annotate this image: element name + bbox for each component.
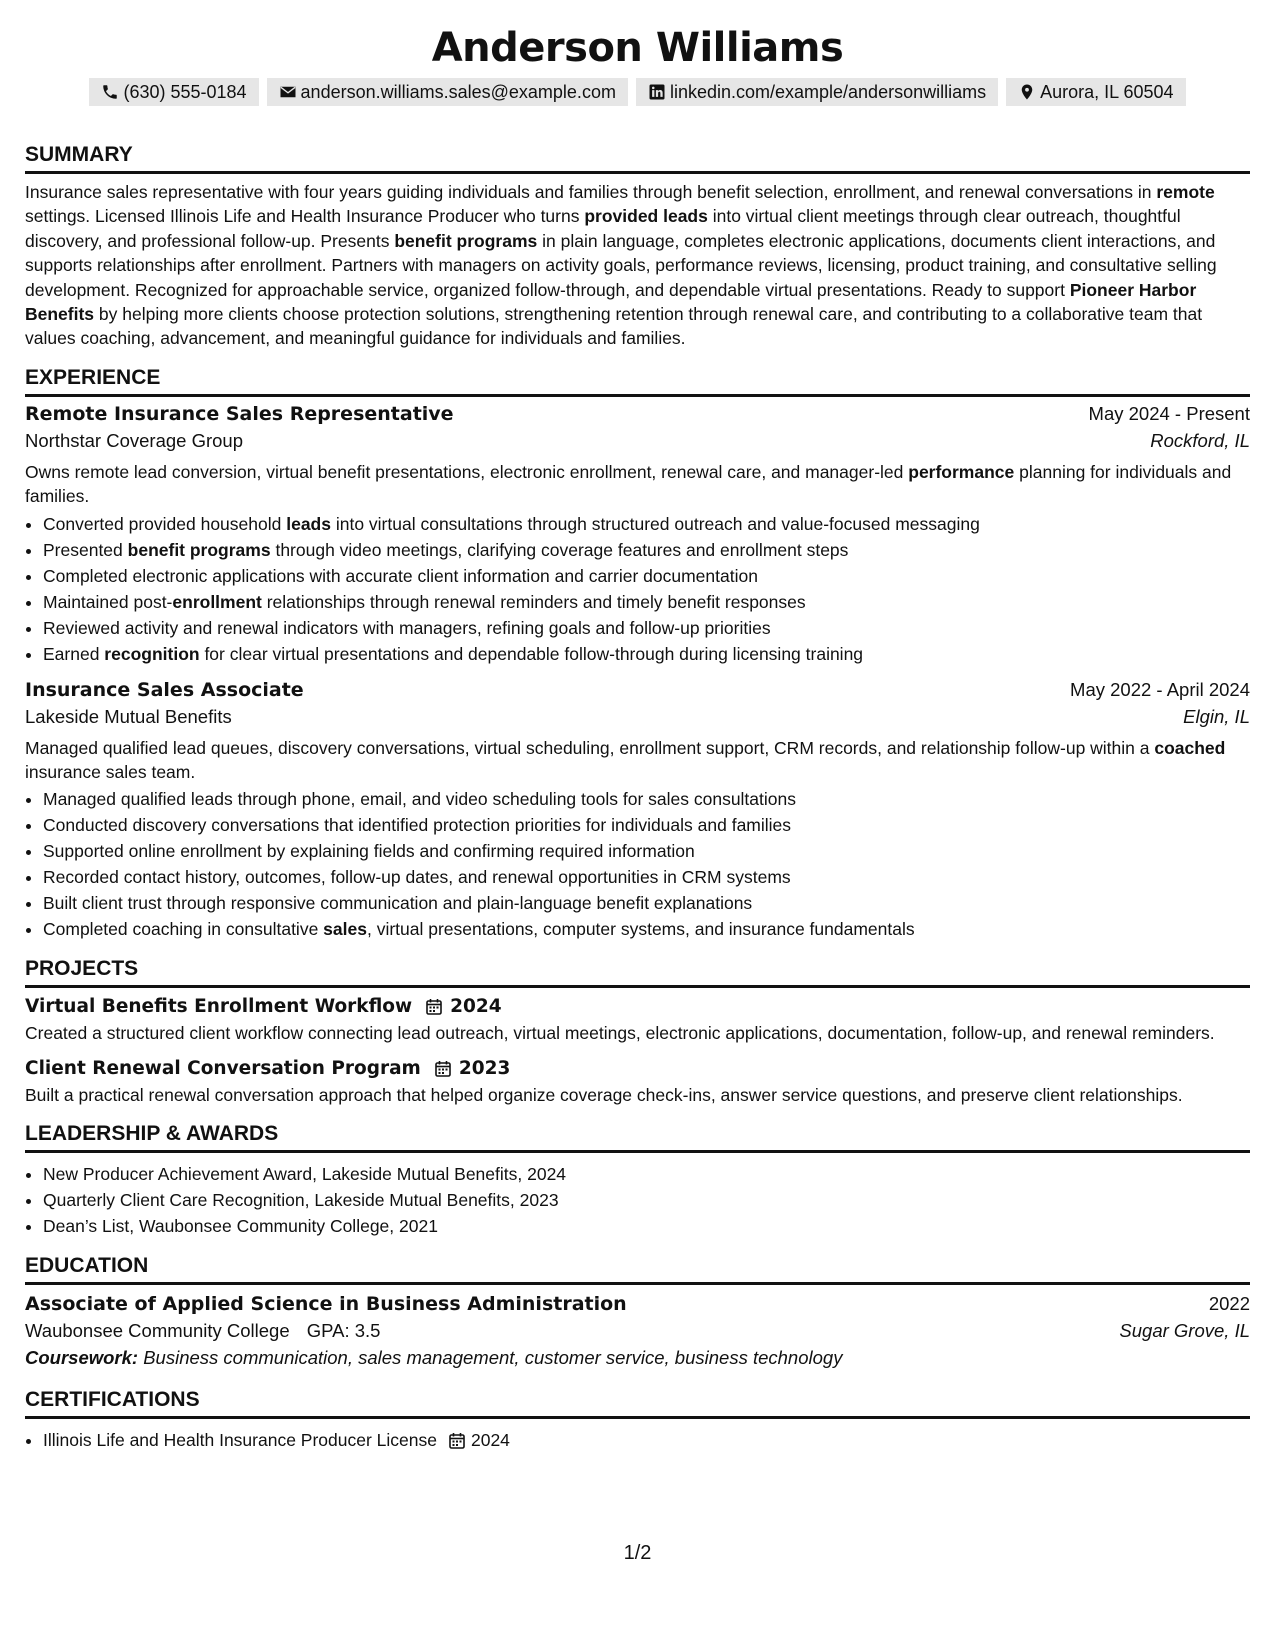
- coursework-label: Coursework:: [25, 1347, 139, 1369]
- linkedin-icon: [648, 83, 666, 101]
- list-item: [43, 1427, 1250, 1453]
- list-item: • Completed coaching in consultative sales, virtual presentations, computer systems, and insurance fundamentals: [43, 916, 1250, 942]
- job-entry: [25, 679, 1250, 943]
- summary-section: [25, 142, 1250, 351]
- phone-text: (630) 555-0184: [123, 82, 247, 102]
- list-item: • Presented benefit programs through video meetings, clarifying coverage features and enrollment steps: [43, 537, 1250, 563]
- projects-section: [25, 956, 1250, 1107]
- company-name: Northstar Coverage Group: [25, 429, 243, 451]
- list-item: • Converted provided household leads into virtual consultations through structured outreach and value-focused messaging: [43, 511, 1250, 537]
- coursework: [25, 1347, 1250, 1369]
- education-heading: EDUCATION: [25, 1253, 1250, 1285]
- certification-year: 2024: [470, 1430, 510, 1451]
- project-name: Virtual Benefits Enrollment Workflow: [25, 996, 413, 1018]
- summary-heading: SUMMARY: [25, 142, 1250, 174]
- job-dates: May 2022 - April 2024: [1070, 678, 1250, 700]
- certification-name: • Illinois Life and Health Insurance Producer License: [43, 1430, 437, 1451]
- job-title: Remote Insurance Sales Representative: [25, 402, 454, 425]
- calendar-icon: [426, 998, 442, 1015]
- list-item: • Reviewed activity and renewal indicators with managers, refining goals and follow-up priorities: [43, 615, 1250, 641]
- summary-text: Insurance sales representative with four years guiding individuals and families through benefit selection, enrollment, and renewal conversations in remote settings. Licensed Illinois Life and Health Insurance Producer who turns provided leads into virtual client meetings through clear outreach, thoughtful discovery, and professional follow-up. Presents benefit programs in plain language, completes electronic applications, documents client interactions, and supports relationships after enrollment. Partners with managers on activity goals, performance reviews, licensing, product training, and consultative selling development. Recognized for approachable service, organized follow-through, and dependable virtual presentations. Ready to support Pioneer Harbor Benefits by helping more clients choose protection solutions, strengthening retention through renewal care, and contributing to a collaborative team that values coaching, advancement, and meaningful guidance for individuals and families.: [25, 182, 1217, 349]
- graduation-year: 2022: [1208, 1293, 1250, 1315]
- gpa: GPA: 3.5: [306, 1320, 381, 1342]
- project-description: Built a practical renewal conversation approach that helped organize coverage check-ins, answer service questions, and preserve client relationships.: [25, 1084, 1183, 1105]
- job-dates: May 2024 - Present: [1088, 402, 1250, 424]
- project-name: Client Renewal Conversation Program: [25, 1057, 421, 1079]
- projects-heading: PROJECTS: [25, 956, 1250, 988]
- list-item: • Maintained post-enrollment relationships through renewal reminders and timely benefit responses: [43, 589, 1250, 615]
- project-year: 2023: [458, 1057, 511, 1079]
- linkedin-chip[interactable]: [636, 78, 998, 106]
- job-location: Rockford, IL: [1150, 429, 1250, 451]
- candidate-name: Anderson Williams: [431, 25, 844, 71]
- awards-section: [25, 1121, 1250, 1239]
- map-pin-icon: [1018, 83, 1036, 101]
- job-entry: [25, 403, 1250, 667]
- email-link[interactable]: anderson.williams.sales@example.com: [300, 82, 616, 102]
- email-chip[interactable]: [267, 78, 628, 106]
- job-bullets: [25, 786, 1250, 942]
- awards-list: [25, 1161, 1250, 1239]
- list-item: • Quarterly Client Care Recognition, Lakeside Mutual Benefits, 2023: [43, 1187, 1250, 1213]
- job-summary: Owns remote lead conversion, virtual benefit presentations, electronic enrollment, renewal care, and manager-led performance planning for individuals and families.: [25, 461, 1232, 507]
- experience-section: [25, 365, 1250, 943]
- project-entry: [25, 996, 1250, 1045]
- list-item: • Recorded contact history, outcomes, follow-up dates, and renewal opportunities in CRM systems: [43, 864, 1250, 890]
- certifications-heading: CERTIFICATIONS: [25, 1387, 1250, 1419]
- page-number: 1/2: [623, 1542, 652, 1564]
- list-item: • New Producer Achievement Award, Lakeside Mutual Benefits, 2024: [43, 1161, 1250, 1187]
- job-location: Elgin, IL: [1183, 705, 1250, 727]
- list-item: • Earned recognition for clear virtual presentations and dependable follow-through during licensing training: [43, 641, 1250, 667]
- phone-icon: [101, 83, 119, 101]
- calendar-icon: [449, 1432, 465, 1449]
- list-item: • Dean’s List, Waubonsee Community College, 2021: [43, 1213, 1250, 1239]
- job-title: Insurance Sales Associate: [25, 678, 304, 701]
- school-name: Waubonsee Community College: [25, 1320, 290, 1342]
- project-year: 2024: [450, 996, 502, 1018]
- school-location: Sugar Grove, IL: [1119, 1320, 1250, 1342]
- project-entry: [25, 1058, 1250, 1107]
- certifications-list: [25, 1427, 1250, 1453]
- location-text: Aurora, IL 60504: [1040, 82, 1174, 102]
- coursework-text: Business communication, sales management, customer service, business technology: [138, 1347, 843, 1369]
- company-name: Lakeside Mutual Benefits: [25, 705, 232, 727]
- list-item: • Conducted discovery conversations that identified protection priorities for individuals and families: [43, 812, 1250, 838]
- education-section: [25, 1253, 1250, 1369]
- certifications-section: [25, 1387, 1250, 1453]
- job-summary: Managed qualified lead queues, discovery conversations, virtual scheduling, enrollment support, CRM records, and relationship follow-up within a coached insurance sales team.: [25, 737, 1226, 783]
- linkedin-link[interactable]: linkedin.com/example/andersonwilliams: [669, 82, 987, 102]
- job-bullets: [25, 511, 1250, 667]
- list-item: • Supported online enrollment by explaining fields and confirming required information: [43, 838, 1250, 864]
- list-item: • Built client trust through responsive communication and plain-language benefit explanations: [43, 890, 1250, 916]
- calendar-icon: [435, 1060, 451, 1077]
- list-item: • Completed electronic applications with accurate client information and carrier documentation: [43, 563, 1250, 589]
- list-item: • Managed qualified leads through phone, email, and video scheduling tools for sales consultations: [43, 786, 1250, 812]
- degree-name: Associate of Applied Science in Business Administration: [25, 1293, 627, 1316]
- envelope-icon: [279, 83, 297, 101]
- location-chip: [1006, 78, 1185, 106]
- phone-chip: [89, 78, 258, 106]
- experience-heading: EXPERIENCE: [25, 365, 1250, 397]
- awards-heading: LEADERSHIP & AWARDS: [25, 1121, 1250, 1153]
- contact-bar: [25, 78, 1250, 106]
- project-description: Created a structured client workflow connecting lead outreach, virtual meetings, electronic applications, documentation, follow-up, and renewal reminders.: [25, 1023, 1215, 1044]
- resume-page: [25, 0, 1250, 1453]
